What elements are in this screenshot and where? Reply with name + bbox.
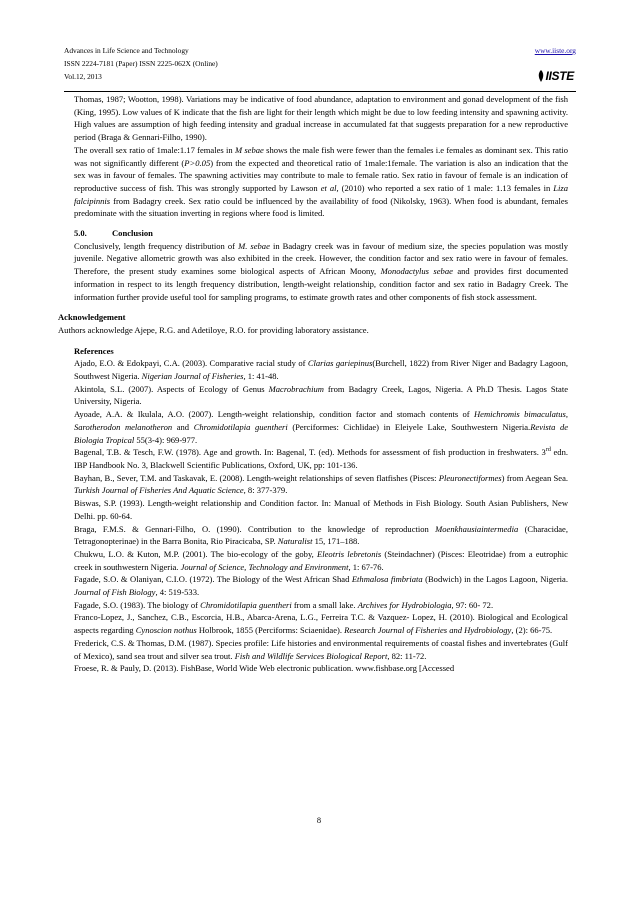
text-run: (2010) who reported a sex ratio of 1 male: 1.13 females in (338, 182, 554, 193)
journal-title: Advances in Life Science and Technology (64, 46, 189, 55)
reference-item (74, 573, 568, 598)
text-run: Journal of Science, Technology and Environment (180, 561, 349, 572)
acknowledgement-heading: Acknowledgement (58, 312, 126, 323)
text-run: M sebae (234, 144, 264, 155)
text-run: Chromidotilapia guentheri (200, 599, 292, 610)
text-run: Ethmalosa fimbriata (351, 574, 423, 585)
text-run: M. sebae (238, 240, 270, 251)
text-run: Fish and Wildlife Services Biological Report (234, 650, 388, 661)
reference-item (74, 408, 568, 446)
text-run: Monodactylus sebae (380, 266, 453, 277)
acknowledgement-text: Authors acknowledge Ajepe, R.G. and Adetiloye, R.O. for providing laboratory assistance. (58, 324, 369, 335)
text-run: , 82: 11-72. (387, 650, 427, 661)
paragraph (74, 240, 568, 304)
references-heading: References (74, 345, 114, 356)
text-run: P>0.05 (184, 157, 211, 168)
text-run: from Badagry creek. Sex ratio could be influenced by the availability of food (Nikolsky, 1963). When food is abundant, females predominate with the situation inverting in regions where food is limited. (74, 195, 568, 219)
text-run: Fagade, S.O. (1983). The biology of (74, 599, 201, 610)
text-run: edn. IBP Handbook No. 3, Blackwell Scientific Publications, Oxford, UK, pp: 101-136. (74, 447, 568, 470)
text-run: , 97: 60- 72. (451, 599, 494, 610)
text-run: Franco-Lopez, J., Sanchez, C.B., Escorcia, H.B., Abarca-Arena, L.G., Ferreira T.C. & Vazquez- Lopez, H. (2010). Biological and Ecological aspects regarding (74, 612, 568, 636)
journal-issn: ISSN 2224-7181 (Paper) ISSN 2225-062X (Online) (64, 59, 218, 68)
text-run: Froese, R. & Pauly, D. (2013). FishBase, World Wide Web electronic publication. www.fishbase.org [Accessed (74, 663, 455, 674)
reference-item (74, 383, 568, 408)
page-number: 8 (316, 816, 322, 825)
reference-list (74, 357, 568, 675)
text-run: Sarotherodon melanotheron (74, 421, 173, 432)
text-run: and provides first documented information in respect to its length frequency distribution, length-weight relationship, condition factor and sex ratio in Badagry Creek. The information further provide useful tool for sampling programs, to estimate growth rates and other components of fish stock assessment. (74, 266, 568, 302)
text-run: et al, (320, 182, 339, 193)
text-run: Liza falcipinnis (74, 182, 568, 206)
text-run: Nigerian Journal of Fisheries, (141, 371, 246, 382)
text-run: Hemichromis bimaculatus (473, 409, 566, 420)
text-run: from Badagry Creek, Lagos, Nigeria. A Ph.D Thesis. Lagos State University, Nigeria. (74, 383, 568, 407)
text-run: ) from Aegean Sea. (501, 472, 568, 483)
text-run: Journal of Fish Biology (74, 587, 156, 598)
text-run: Macrobrachium (268, 383, 324, 394)
text-run: Frederick, C.S. & Thomas, D.M. (1987). Species profile: Life histories and environmental requirements of coastal fishes and invertebrates (Gulf of Mexico), sand sea trout and silver sea trout. (74, 637, 568, 661)
reference-item (74, 662, 568, 675)
paragraph (74, 144, 568, 220)
reference-item (74, 523, 568, 548)
text-run: Clarias gariepinus (307, 358, 373, 369)
text-run: ) from the expected and theoretical ratio of 1male:1female. The variation is also an indication that the sex was in favour of females. The spawning activities may contribute to male to female ratio. Sex ratio in favour of female is an indication of reproductive success of fish. This was strongly supported by Lawson (74, 157, 568, 193)
text-run: Conclusively, length frequency distribution of (74, 240, 239, 251)
text-run: 15, 171–188. (312, 536, 360, 547)
text-run: Akintola, S.L. (2007). Aspects of Ecology of Genus (74, 383, 269, 394)
text-run: from a small lake. (291, 599, 358, 610)
text-run: rd (545, 447, 551, 454)
logo-icon (537, 70, 545, 82)
paragraph (74, 93, 568, 144)
conclusion-heading (74, 227, 568, 240)
text-run: (Perciformes: Cichlidae) in Eleiyele Lake, Southwestern Nigeria. (287, 421, 531, 432)
text-run: in Badagry creek was in favour of medium size, the species population was mostly juvenile. Negative allometric growth was also exhibited in the creek. However, the condition factor and sex ratio were in favour of females. Therefore, the present study examines some biological aspects of African Moony, (74, 240, 568, 277)
text-run: , 8: 377-379. (243, 485, 288, 496)
iiste-logo (537, 70, 574, 82)
text-run: Research Journal of Fisheries and Hydrobiology (344, 625, 512, 636)
reference-item (74, 357, 568, 382)
reference-item (74, 548, 568, 573)
text-run: Fagade, S.O. & Olaniyan, C.I.O. (1972). The Biology of the West African Shad (74, 574, 352, 585)
text-run: , 4: 519-533. (155, 587, 200, 598)
article-body (58, 93, 569, 675)
text-run: Holbrook, 1855 (Perciforms: Sciaenidae). (196, 625, 345, 636)
text-run: (Burchell, 1822) from River Niger and Badagry Lagoon, Southwest Nigeria. (74, 358, 568, 382)
text-run: Bayhan, B., Sever, T.M. and Taskavak, E. (2008). Length-weight relationships of seven flatfishes (Pisces: (74, 472, 439, 483)
text-run: Revista de Biologia Tropical (74, 421, 569, 445)
text-run: and (172, 421, 194, 432)
text-run: The overall sex ratio of 1male:1.17 females in (74, 144, 235, 155)
reference-item (74, 497, 568, 522)
text-run: Ayoade, A.A. & Ikulala, A.O. (2007). Length-weight relationship, condition factor and stomach contents of (74, 409, 474, 420)
text-run: Thomas, 1987; Wootton, 1998). Variations may be indicative of food abundance, adaptation to environment and gonad development of the fish (King, 1995). Low values of K indicate that the fish are light for their length which might be due to low feeding intensity and spawning activity. High values are assumption of high feeding intensity and gradual increase in accumulated fat that suggests preparation for a new reproductive period (Braga & Gennari-Filho, 1990). (74, 94, 568, 143)
reference-item (74, 611, 568, 636)
text-run: Moenkhausiaintermedia (435, 523, 519, 534)
text-run: 55(3-4): 969-977. (134, 434, 198, 445)
logo-wordmark: IISTE (545, 69, 574, 83)
text-run: 1: 41-48. (245, 371, 279, 382)
text-run: Pleuronectiformes (438, 472, 502, 483)
reference-item (74, 472, 568, 497)
reference-item (74, 637, 568, 662)
text-run: Biswas, S.P. (1993). Length-weight relationship and Condition factor. In: Manual of Methods in Fish Biology. South Asian Publishers, New Delhi. pp. 60-64. (74, 498, 568, 521)
text-run: Archives for Hydrobiologia (357, 599, 452, 610)
reference-item (74, 446, 568, 471)
text-run: , (2): 66-75. (511, 625, 553, 636)
text-run: Chromidotilapia guentheri (193, 421, 288, 432)
text-run: Ajado, E.O. & Edokpayi, C.A. (2003). Comparative racial study of (74, 358, 308, 369)
text-run: (Steindachner) (Pisces: Eleotridae) from a eutrophic creek in southwestern Nigeria. (74, 548, 568, 572)
text-run: Braga, F.M.S. & Gennari-Filho, O. (1990). Contribution to the knowledge of reproduction (74, 523, 436, 534)
text-run: Turkish Journal of Fisheries And Aquatic Science (74, 485, 244, 496)
text-run: , 1: 67-76. (348, 561, 384, 572)
text-run: (Bodwich) in the Lagos Lagoon, Nigeria. (422, 574, 568, 585)
header-rule (64, 91, 576, 92)
text-run: Eleotris lebretonis (317, 548, 382, 559)
text-run: , (565, 409, 568, 420)
journal-url-link[interactable]: www.iiste.org (534, 46, 576, 55)
text-run: shows the male fish were fewer than the females i.e females as dominant sex. This ratio was not significantly different ( (74, 144, 568, 168)
text-run: Cynoscion nothus (135, 625, 197, 636)
page-header (64, 44, 576, 83)
text-run: Chukwu, L.O. & Kuton, M.P. (2001). The bio-ecology of the goby, (74, 548, 318, 559)
text-run: Bagenal, T.B. & Tesch, F.W. (1978). Age and growth. In: Bagenal, T. (ed). Methods for assessment of fish production in freshwaters. 3 (74, 447, 546, 458)
section-number: 5.0. (74, 228, 87, 239)
journal-info (64, 44, 576, 83)
text-run: Naturalist (277, 536, 313, 547)
journal-volume: Vol.12, 2013 (64, 72, 102, 81)
reference-item (74, 599, 568, 612)
section-title: Conclusion (112, 228, 153, 239)
text-run: (Characidae, Tetragonopterinae) in the Barra Bonita, Rio Piracicaba, SP. (74, 523, 568, 547)
